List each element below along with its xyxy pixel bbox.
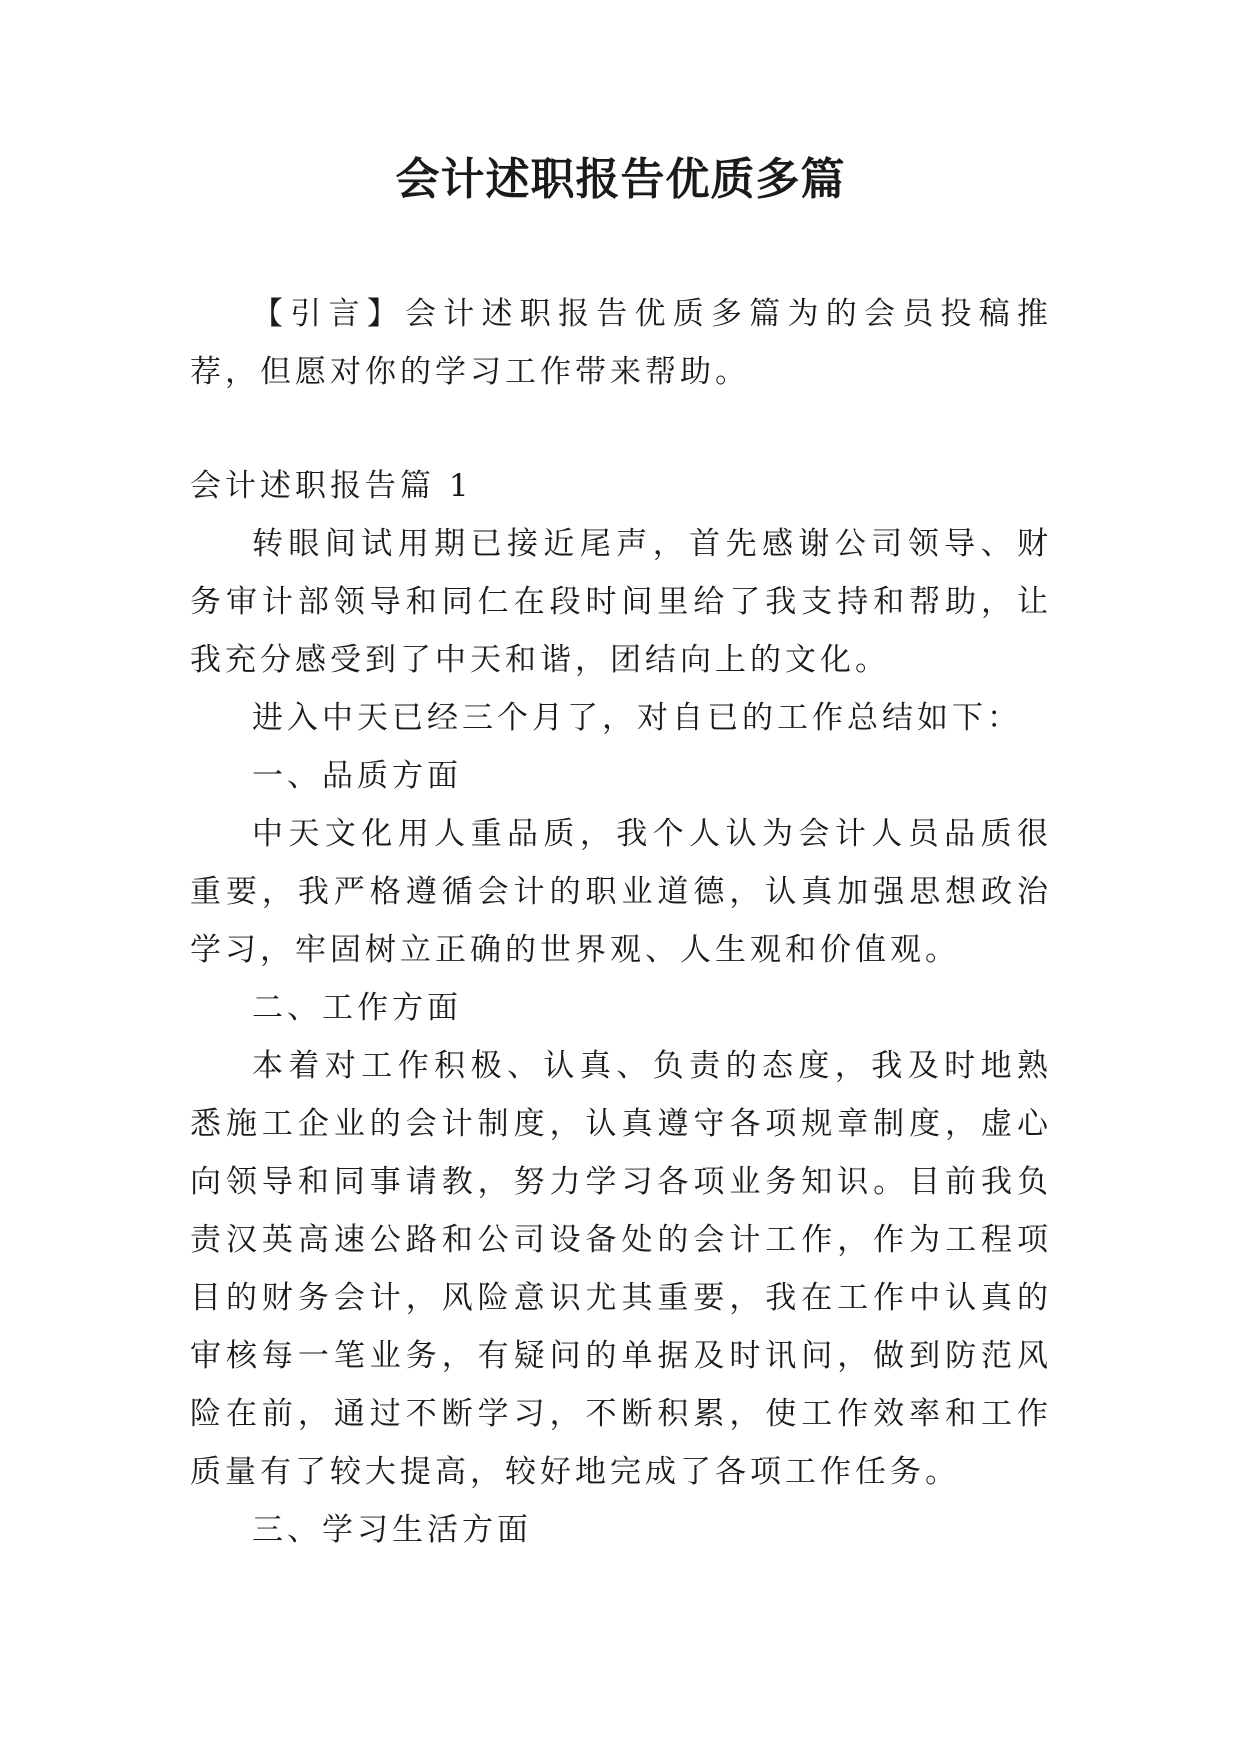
- document-body: [190, 285, 1052, 1559]
- document-title: 会计述职报告优质多篇: [395, 154, 846, 205]
- body-paragraph-2: 进入中天已经三个月了，对自已的工作总结如下：: [252, 700, 1022, 736]
- intro-paragraph: 【引言】会计述职报告优质多篇为的会员投稿推荐，但愿对你的学习工作带来帮助。: [190, 296, 1052, 390]
- heading-work: 二、工作方面: [252, 990, 462, 1026]
- heading-quality: 一、品质方面: [252, 758, 462, 794]
- body-paragraph-1: 转眼间试用期已接近尾声，首先感谢公司领导、财务审计部领导和同仁在段时间里给了我支持和帮助，让我充分感受到了中天和谐，团结向上的文化。: [190, 526, 1052, 678]
- heading-study-life: 三、学习生活方面: [252, 1512, 532, 1548]
- section-title: 会计述职报告篇 1: [190, 468, 473, 504]
- body-paragraph-3: 中天文化用人重品质，我个人认为会计人员品质很重要，我严格遵循会计的职业道德，认真加强思想政治学习，牢固树立正确的世界观、人生观和价值观。: [190, 816, 1052, 968]
- body-paragraph-4: 本着对工作积极、认真、负责的态度，我及时地熟悉施工企业的会计制度，认真遵守各项规章制度，虚心向领导和同事请教，努力学习各项业务知识。目前我负责汉英高速公路和公司设备处的会计工作，作为工程项目的财务会计，风险意识尤其重要，我在工作中认真的审核每一笔业务，有疑问的单据及时讯问，做到防范风险在前，通过不断学习，不断积累，使工作效率和工作质量有了较大提高，较好地完成了各项工作任务。: [190, 1048, 1052, 1490]
